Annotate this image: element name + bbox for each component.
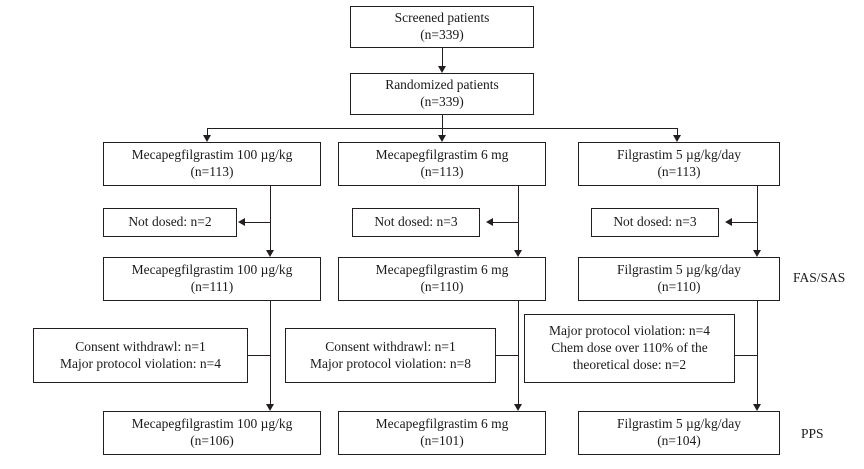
connector-arm3-exclusions	[735, 355, 757, 356]
connector-arm2-fas-to-pps	[518, 301, 519, 405]
arrowhead-arm2-pps	[514, 404, 522, 411]
node-arm3-fas-line1: Filgrastim 5 µg/kg/day	[616, 262, 742, 278]
node-arm1-fas	[103, 257, 321, 301]
node-arm1-pps	[103, 411, 321, 455]
node-arm2-exclusions	[285, 328, 496, 383]
connector-arm2-notdosed	[493, 222, 518, 223]
node-screened-patients-line1: Screened patients	[394, 10, 490, 26]
node-arm1-not-dosed	[103, 208, 237, 237]
arrowhead-arm2-assigned	[438, 135, 446, 142]
node-arm3-pps	[578, 411, 780, 455]
arrowhead-arm1-fas	[266, 250, 274, 257]
arrowhead-arm1-assigned	[203, 135, 211, 142]
node-arm3-assigned-line1: Filgrastim 5 µg/kg/day	[616, 147, 742, 163]
node-arm3-exclusions-line3: theoretical dose: n=2	[572, 356, 687, 372]
node-arm1-fas-line1: Mecapegfilgrastim 100 µg/kg	[131, 262, 293, 278]
node-arm1-exclusions	[33, 328, 248, 383]
connector-arm1-fas-to-pps	[270, 301, 271, 405]
arrowhead-randomized	[438, 66, 446, 73]
arrowhead-arm1-notdosed	[238, 218, 245, 226]
node-arm3-fas	[578, 257, 780, 301]
node-arm2-pps-line2: (n=101)	[420, 433, 464, 448]
node-arm3-fas-line2: (n=110)	[657, 279, 701, 294]
node-randomized-patients-line2: (n=339)	[420, 94, 464, 109]
connector-arm2-exclusions	[496, 355, 518, 356]
node-arm3-exclusions	[524, 314, 735, 383]
arrowhead-arm3-assigned	[673, 135, 681, 142]
node-arm3-assigned-line2: (n=113)	[657, 164, 701, 179]
node-arm3-pps-line2: (n=104)	[657, 433, 701, 448]
node-arm2-fas-line2: (n=110)	[420, 279, 464, 294]
node-screened-patients-line2: (n=339)	[420, 27, 464, 42]
node-arm3-pps-line1: Filgrastim 5 µg/kg/day	[616, 416, 742, 432]
node-arm2-pps-line1: Mecapegfilgrastim 6 mg	[375, 416, 509, 432]
node-arm3-not-dosed-line1: Not dosed: n=3	[613, 214, 697, 230]
arrowhead-arm2-fas	[514, 250, 522, 257]
node-arm1-exclusions-line1: Consent withdrawl: n=1	[75, 338, 206, 354]
node-arm1-assigned	[103, 142, 321, 186]
connector-arm1-exclusions	[248, 355, 270, 356]
side-label-pps: PPS	[801, 426, 824, 441]
node-randomized-patients	[350, 73, 534, 115]
node-arm2-exclusions-line2: Major protocol violation: n=8	[310, 355, 471, 371]
node-arm1-pps-line2: (n=106)	[190, 433, 234, 448]
node-arm2-assigned-line1: Mecapegfilgrastim 6 mg	[375, 147, 509, 163]
node-arm1-assigned-line1: Mecapegfilgrastim 100 µg/kg	[131, 147, 293, 163]
connector-arm1-notdosed	[245, 222, 270, 223]
node-arm2-not-dosed-line1: Not dosed: n=3	[374, 214, 458, 230]
node-arm2-not-dosed	[352, 208, 480, 237]
connector-arm1-assigned-to-fas	[270, 186, 271, 251]
node-arm1-not-dosed-line1: Not dosed: n=2	[128, 214, 212, 230]
connector-arm2-assigned-to-fas	[518, 186, 519, 251]
node-screened-patients	[350, 6, 534, 48]
node-arm3-exclusions-line2: Chem dose over 110% of the	[551, 340, 708, 356]
node-arm2-pps	[338, 411, 546, 455]
arrowhead-arm3-fas	[753, 250, 761, 257]
node-arm2-fas-line1: Mecapegfilgrastim 6 mg	[375, 262, 509, 278]
connector-arm3-fas-to-pps	[757, 301, 758, 405]
node-arm2-fas	[338, 257, 546, 301]
node-arm2-assigned	[338, 142, 546, 186]
node-arm1-exclusions-line2: Major protocol violation: n=4	[60, 355, 221, 371]
node-arm3-assigned	[578, 142, 780, 186]
arrowhead-arm1-pps	[266, 404, 274, 411]
node-arm3-exclusions-line1: Major protocol violation: n=4	[549, 323, 710, 339]
connector-randomized-stem	[442, 115, 443, 128]
node-arm2-assigned-line2: (n=113)	[420, 164, 464, 179]
arrowhead-arm3-pps	[753, 404, 761, 411]
node-arm1-pps-line1: Mecapegfilgrastim 100 µg/kg	[131, 416, 293, 432]
arrowhead-arm2-notdosed	[486, 218, 493, 226]
side-label-fas-sas: FAS/SAS	[793, 270, 846, 285]
connector-arm3-notdosed	[732, 222, 757, 223]
node-randomized-patients-line1: Randomized patients	[385, 77, 499, 93]
arrowhead-arm3-notdosed	[725, 218, 732, 226]
connector-screened-to-randomized	[442, 48, 443, 67]
node-arm1-assigned-line2: (n=113)	[190, 164, 234, 179]
node-arm2-exclusions-line1: Consent withdrawl: n=1	[325, 338, 456, 354]
node-arm3-not-dosed	[591, 208, 719, 237]
node-arm1-fas-line2: (n=111)	[190, 279, 234, 294]
connector-arm3-assigned-to-fas	[757, 186, 758, 251]
